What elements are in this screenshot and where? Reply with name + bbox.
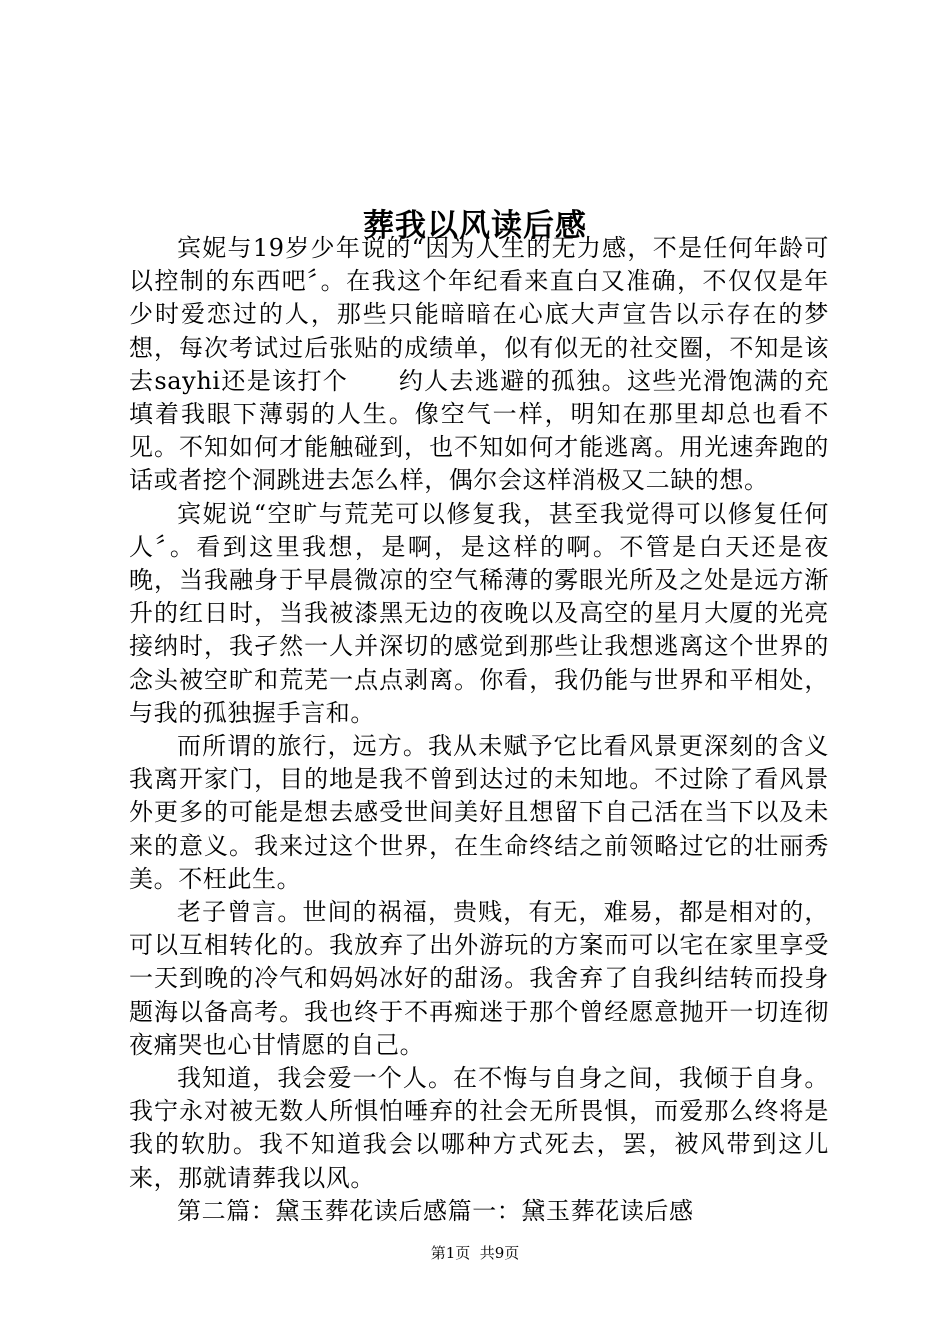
paragraph: 而所谓的旅行，远方。我从未赋予它比看风景更深刻的含义我离开家门，目的地是我不曾到达过的未知地。不过除了看风景外更多的可能是想去感受世间美好且想留下自己活在当下以及未来的意义。我来过这个世界，在生命终结之前领略过它的壮丽秀美。不枉此生。: [129, 732, 829, 893]
paragraph: 宾妮说“空旷与荒芜可以修复我，甚至我觉得可以修复任何人〞。看到这里我想，是啊，是这样的啊。不管是白天还是夜晚，当我融身于早晨微凉的空气稀薄的雾眼光所及之处是远方渐升的红日时，当我被漆黑无边的夜晚以及高空的星月大厦的光亮接纳时，我孑然一人并深切的感觉到那些让我想逃离这个世界的念头被空旷和荒芜一点点剥离。你看，我仍能与世界和平相处，与我的孤独握手言和。: [129, 499, 829, 727]
page-title: 葬我以风读后感: [363, 207, 587, 244]
article-body: [129, 232, 829, 1228]
paragraph: 老子曾言。世间的祸福，贵贱，有无，难易，都是相对的，可以互相转化的。我放弃了出外游玩的方案而可以宅在家里享受一天到晚的冷气和妈妈冰好的甜汤。我舍弃了自我纠结转而投身题海以备高考。我也终于不再痴迷于那个曾经愿意抛开一切连彻夜痛哭也心甘情愿的自己。: [129, 898, 829, 1059]
page-number: 第1页 共9页: [430, 1244, 520, 1262]
page-footer: [0, 1243, 950, 1263]
paragraph: 我知道，我会爱一个人。在不悔与自身之间，我倾于自身。我宁永对被无数人所惧怕唾弃的社会无所畏惧，而爱那么终将是我的软肋。我不知道我会以哪种方式死去，罢，被风带到这儿来，那就请葬我以风。: [129, 1064, 829, 1192]
paragraph: 第二篇：黛玉葬花读后感篇一：黛玉葬花读后感: [177, 1196, 694, 1225]
paragraph: 宾妮与19岁少年说的“因为人生的无力感，不是任何年龄可以控制的东西吧〞。在我这个年纪看来直白又准确，不仅仅是年少时爱恋过的人，那些只能暗暗在心底大声宣告以示存在的梦想，每次考试过后张贴的成绩单，似有似无的社交圈，不知是该去sayhi还是该打个 约人去逃避的孤独。这些光滑饱满的充填着我眼下薄弱的人生。像空气一样，明知在那里却总也看不见。不知如何才能触碰到，也不知如何才能逃离。用光速奔跑的话或者挖个洞跳进去怎么样，偶尔会这样消极又二缺的想。: [129, 234, 829, 495]
